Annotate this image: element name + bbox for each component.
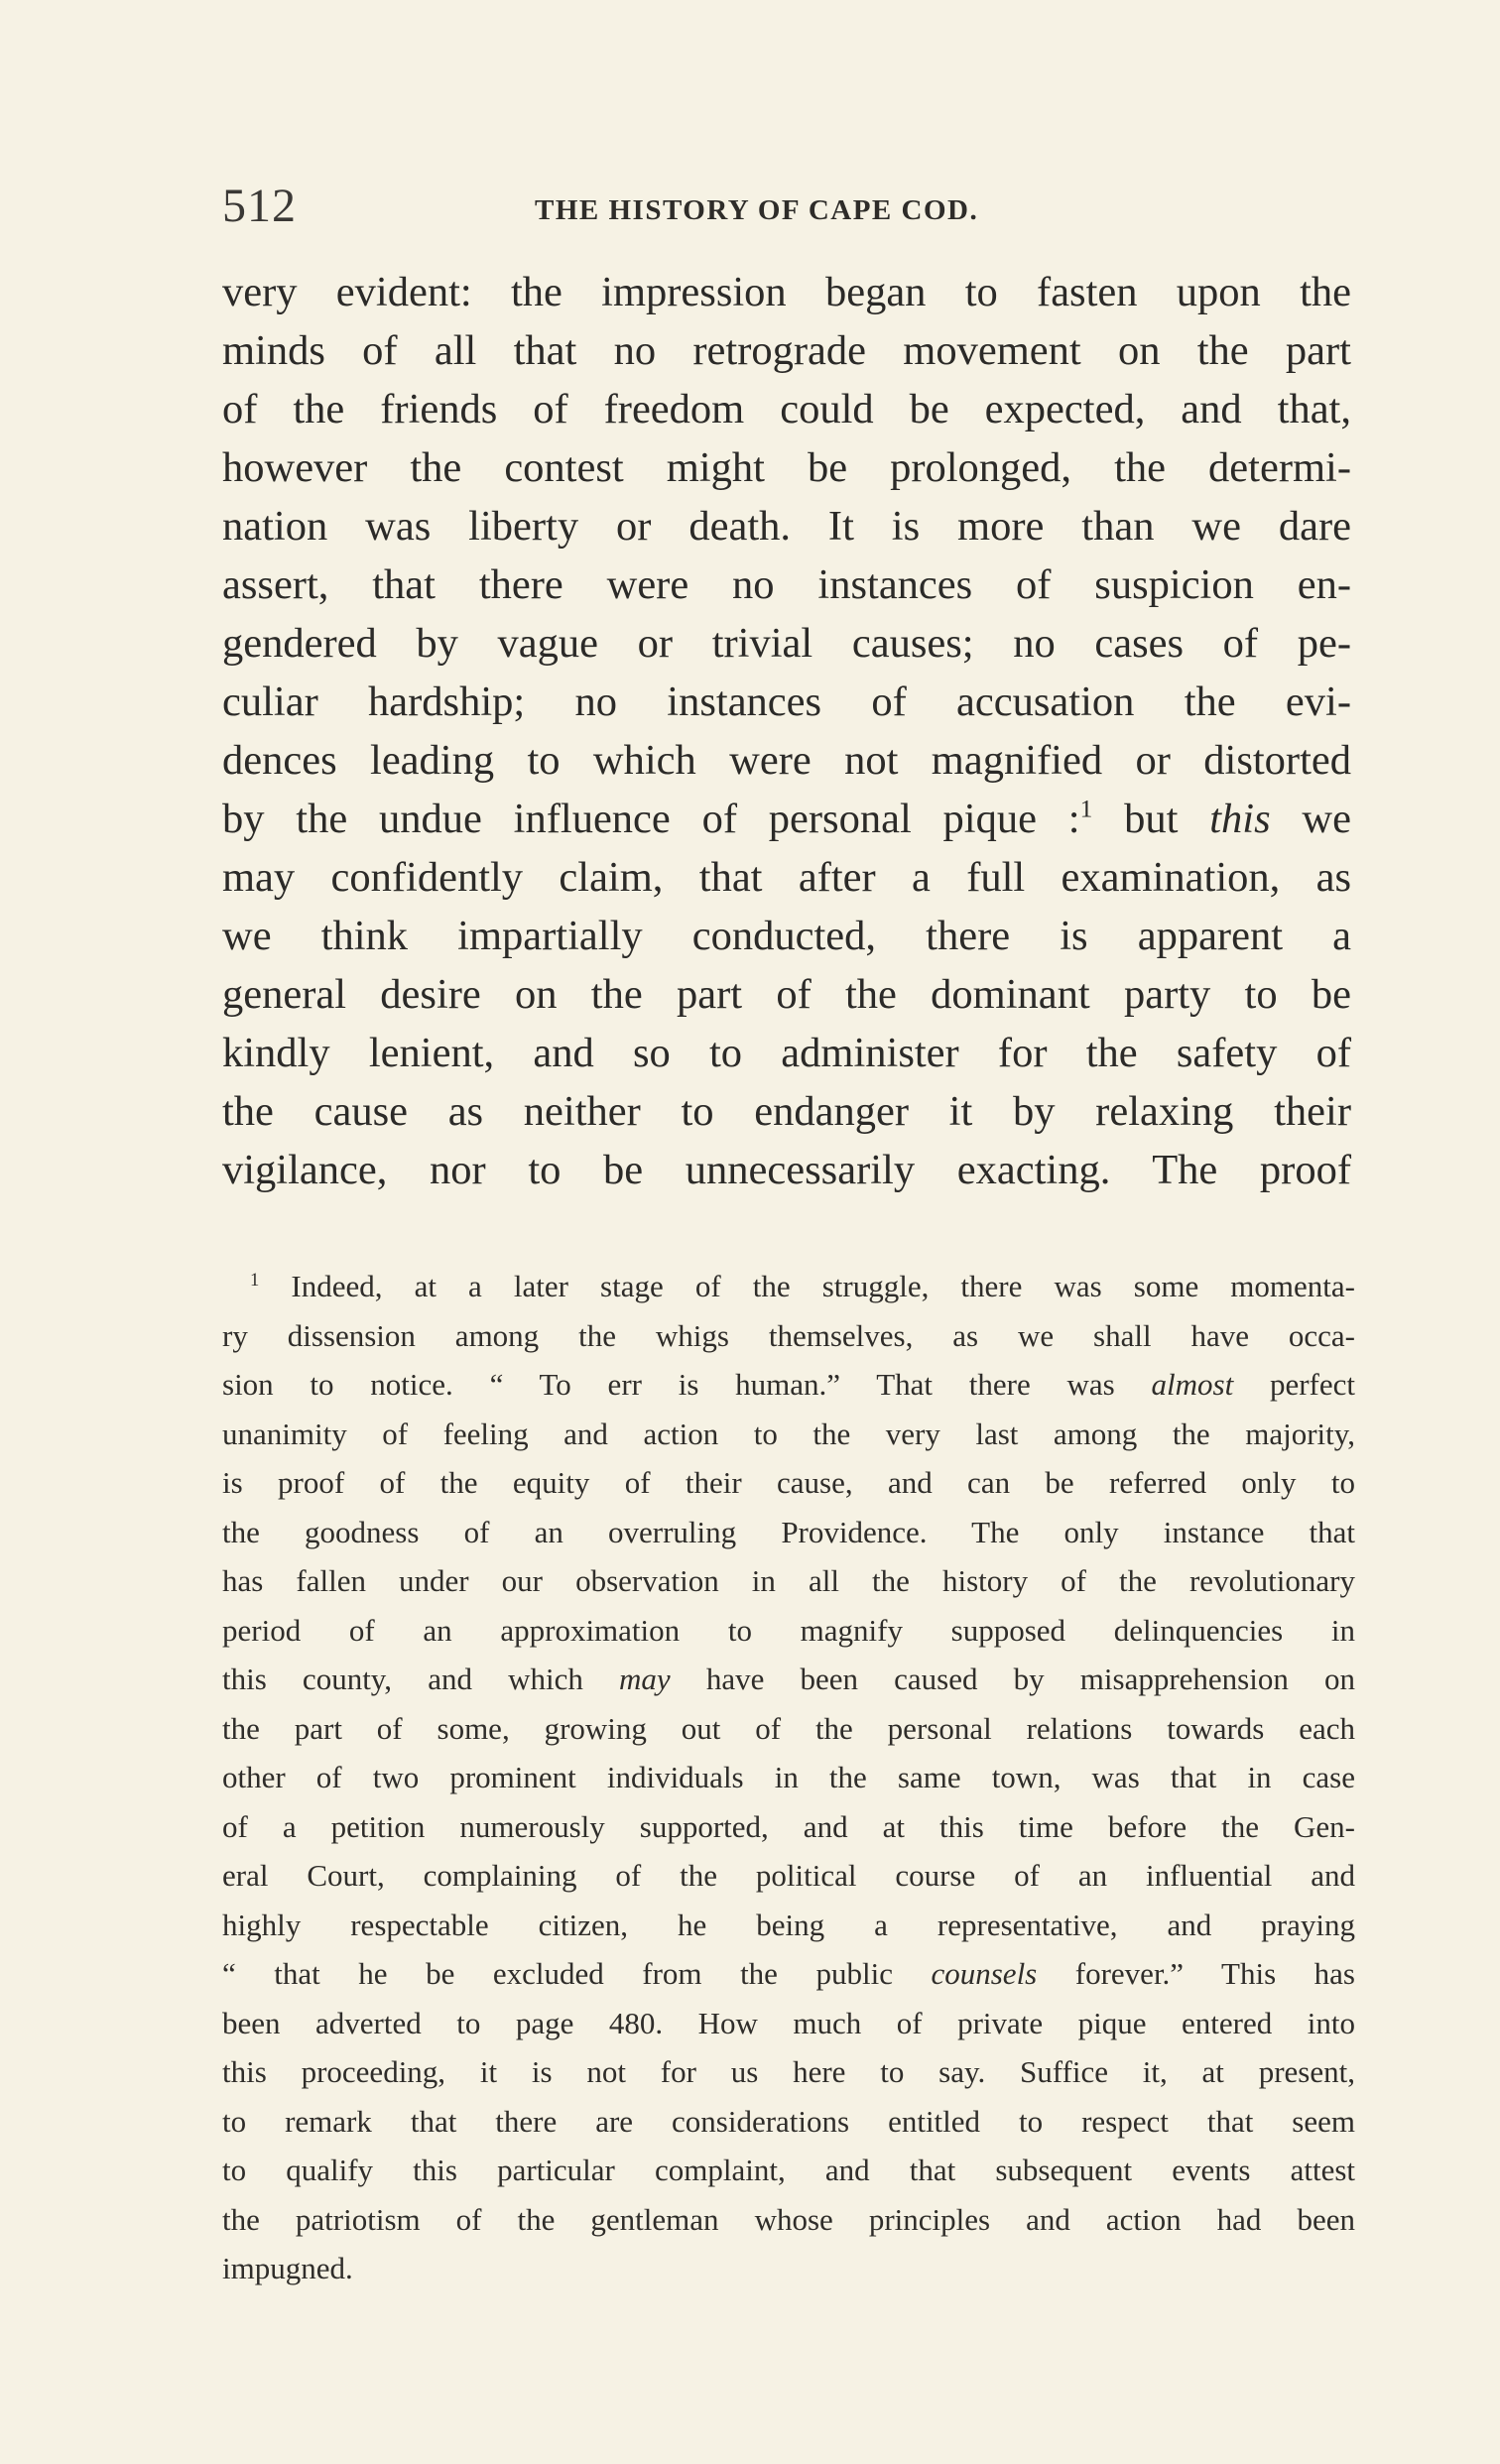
footnote-line: the patriotism of the gentleman whose principles and action had been bbox=[222, 2201, 1355, 2237]
footnote-line: “ that he be excluded from the public counsels forever.” This has bbox=[222, 1956, 1355, 1991]
page-number: 512 bbox=[222, 180, 297, 232]
running-head bbox=[222, 179, 1363, 238]
footnote-reference: 1 bbox=[1079, 794, 1093, 823]
footnote-line: sion to notice. “ To err is human.” That there was almost perfect bbox=[222, 1367, 1355, 1402]
footnote-line: of a petition numerously supported, and at this time before the Gen- bbox=[222, 1808, 1355, 1844]
body-line: assert, that there were no instances of suspicion en- bbox=[222, 561, 1351, 608]
footnote-line: $^1$ Indeed, at a later stage of the struggle, there was some momenta- bbox=[250, 1269, 1355, 1303]
footnote-line: highly respectable citizen, he being a representative, and praying bbox=[222, 1907, 1355, 1942]
body-line: general desire on the part of the dominant party to be bbox=[222, 971, 1351, 1018]
emphasis: almost bbox=[1151, 1367, 1234, 1402]
body-line: kindly lenient, and so to administer for the safety of bbox=[222, 1030, 1351, 1076]
footnote-line: this county, and which may have been caused by misapprehension on bbox=[222, 1662, 1355, 1696]
body-line: gendered by vague or trivial causes; no cases of pe- bbox=[222, 620, 1351, 667]
body-line: the cause as neither to endanger it by relaxing their bbox=[222, 1088, 1351, 1135]
body-line: by the undue influence of personal pique :$^1$ but this we bbox=[222, 794, 1351, 842]
footnote-line: this proceeding, it is not for us here to say. Suffice it, at present, bbox=[222, 2054, 1355, 2089]
body-line: very evident: the impression began to fasten upon the bbox=[222, 269, 1351, 315]
body-line: culiar hardship; no instances of accusation the evi- bbox=[222, 678, 1351, 725]
footnote-line: unanimity of feeling and action to the very last among the majority, bbox=[222, 1416, 1355, 1451]
body-line: dences leading to which were not magnified or distorted bbox=[222, 737, 1351, 784]
body-line: we think impartially conducted, there is apparent a bbox=[222, 913, 1351, 959]
footnote-line: to qualify this particular complaint, and that subsequent events attest bbox=[222, 2153, 1355, 2187]
footnote-line: to remark that there are considerations entitled to respect that seem bbox=[222, 2103, 1355, 2139]
emphasis: counsels bbox=[931, 1956, 1038, 1991]
body-line: minds of all that no retrograde movement on the part bbox=[222, 327, 1351, 374]
body-line: nation was liberty or death. It is more than we dare bbox=[222, 503, 1351, 550]
body-line: may confidently claim, that after a full examination, as bbox=[222, 854, 1351, 901]
footnote-line: eral Court, complaining of the political course of an influential and bbox=[222, 1858, 1355, 1893]
footnote-line: been adverted to page 480. How much of private pique entered into bbox=[222, 2005, 1355, 2040]
footnote-line: is proof of the equity of their cause, and can be referred only to bbox=[222, 1465, 1355, 1500]
footnote-line: the goodness of an overruling Providence. The only instance that bbox=[222, 1514, 1355, 1549]
footnote-line: ry dissension among the whigs themselves, as we shall have occa- bbox=[222, 1317, 1355, 1353]
emphasis: may bbox=[619, 1662, 671, 1696]
body-line: vigilance, nor to be unnecessarily exacting. The proof bbox=[222, 1147, 1351, 1193]
body-text bbox=[222, 263, 1351, 1199]
footnote-line: other of two prominent individuals in the same town, was that in case bbox=[222, 1760, 1355, 1794]
body-line: however the contest might be prolonged, the determi- bbox=[222, 444, 1351, 491]
footnote-line: period of an approximation to magnify supposed delinquencies in bbox=[222, 1612, 1355, 1648]
emphasis: this bbox=[1209, 796, 1271, 842]
body-line: of the friends of freedom could be expected, and that, bbox=[222, 386, 1351, 432]
running-title: THE HISTORY OF CAPE COD. bbox=[535, 194, 979, 226]
footnote bbox=[222, 1262, 1355, 2293]
footnote-line: has fallen under our observation in all the history of the revolutionary bbox=[222, 1563, 1355, 1598]
footnote-line: the part of some, growing out of the personal relations towards each bbox=[222, 1710, 1355, 1746]
footnote-marker: 1 bbox=[250, 1269, 260, 1291]
footnote-line: impugned. bbox=[222, 2251, 353, 2285]
